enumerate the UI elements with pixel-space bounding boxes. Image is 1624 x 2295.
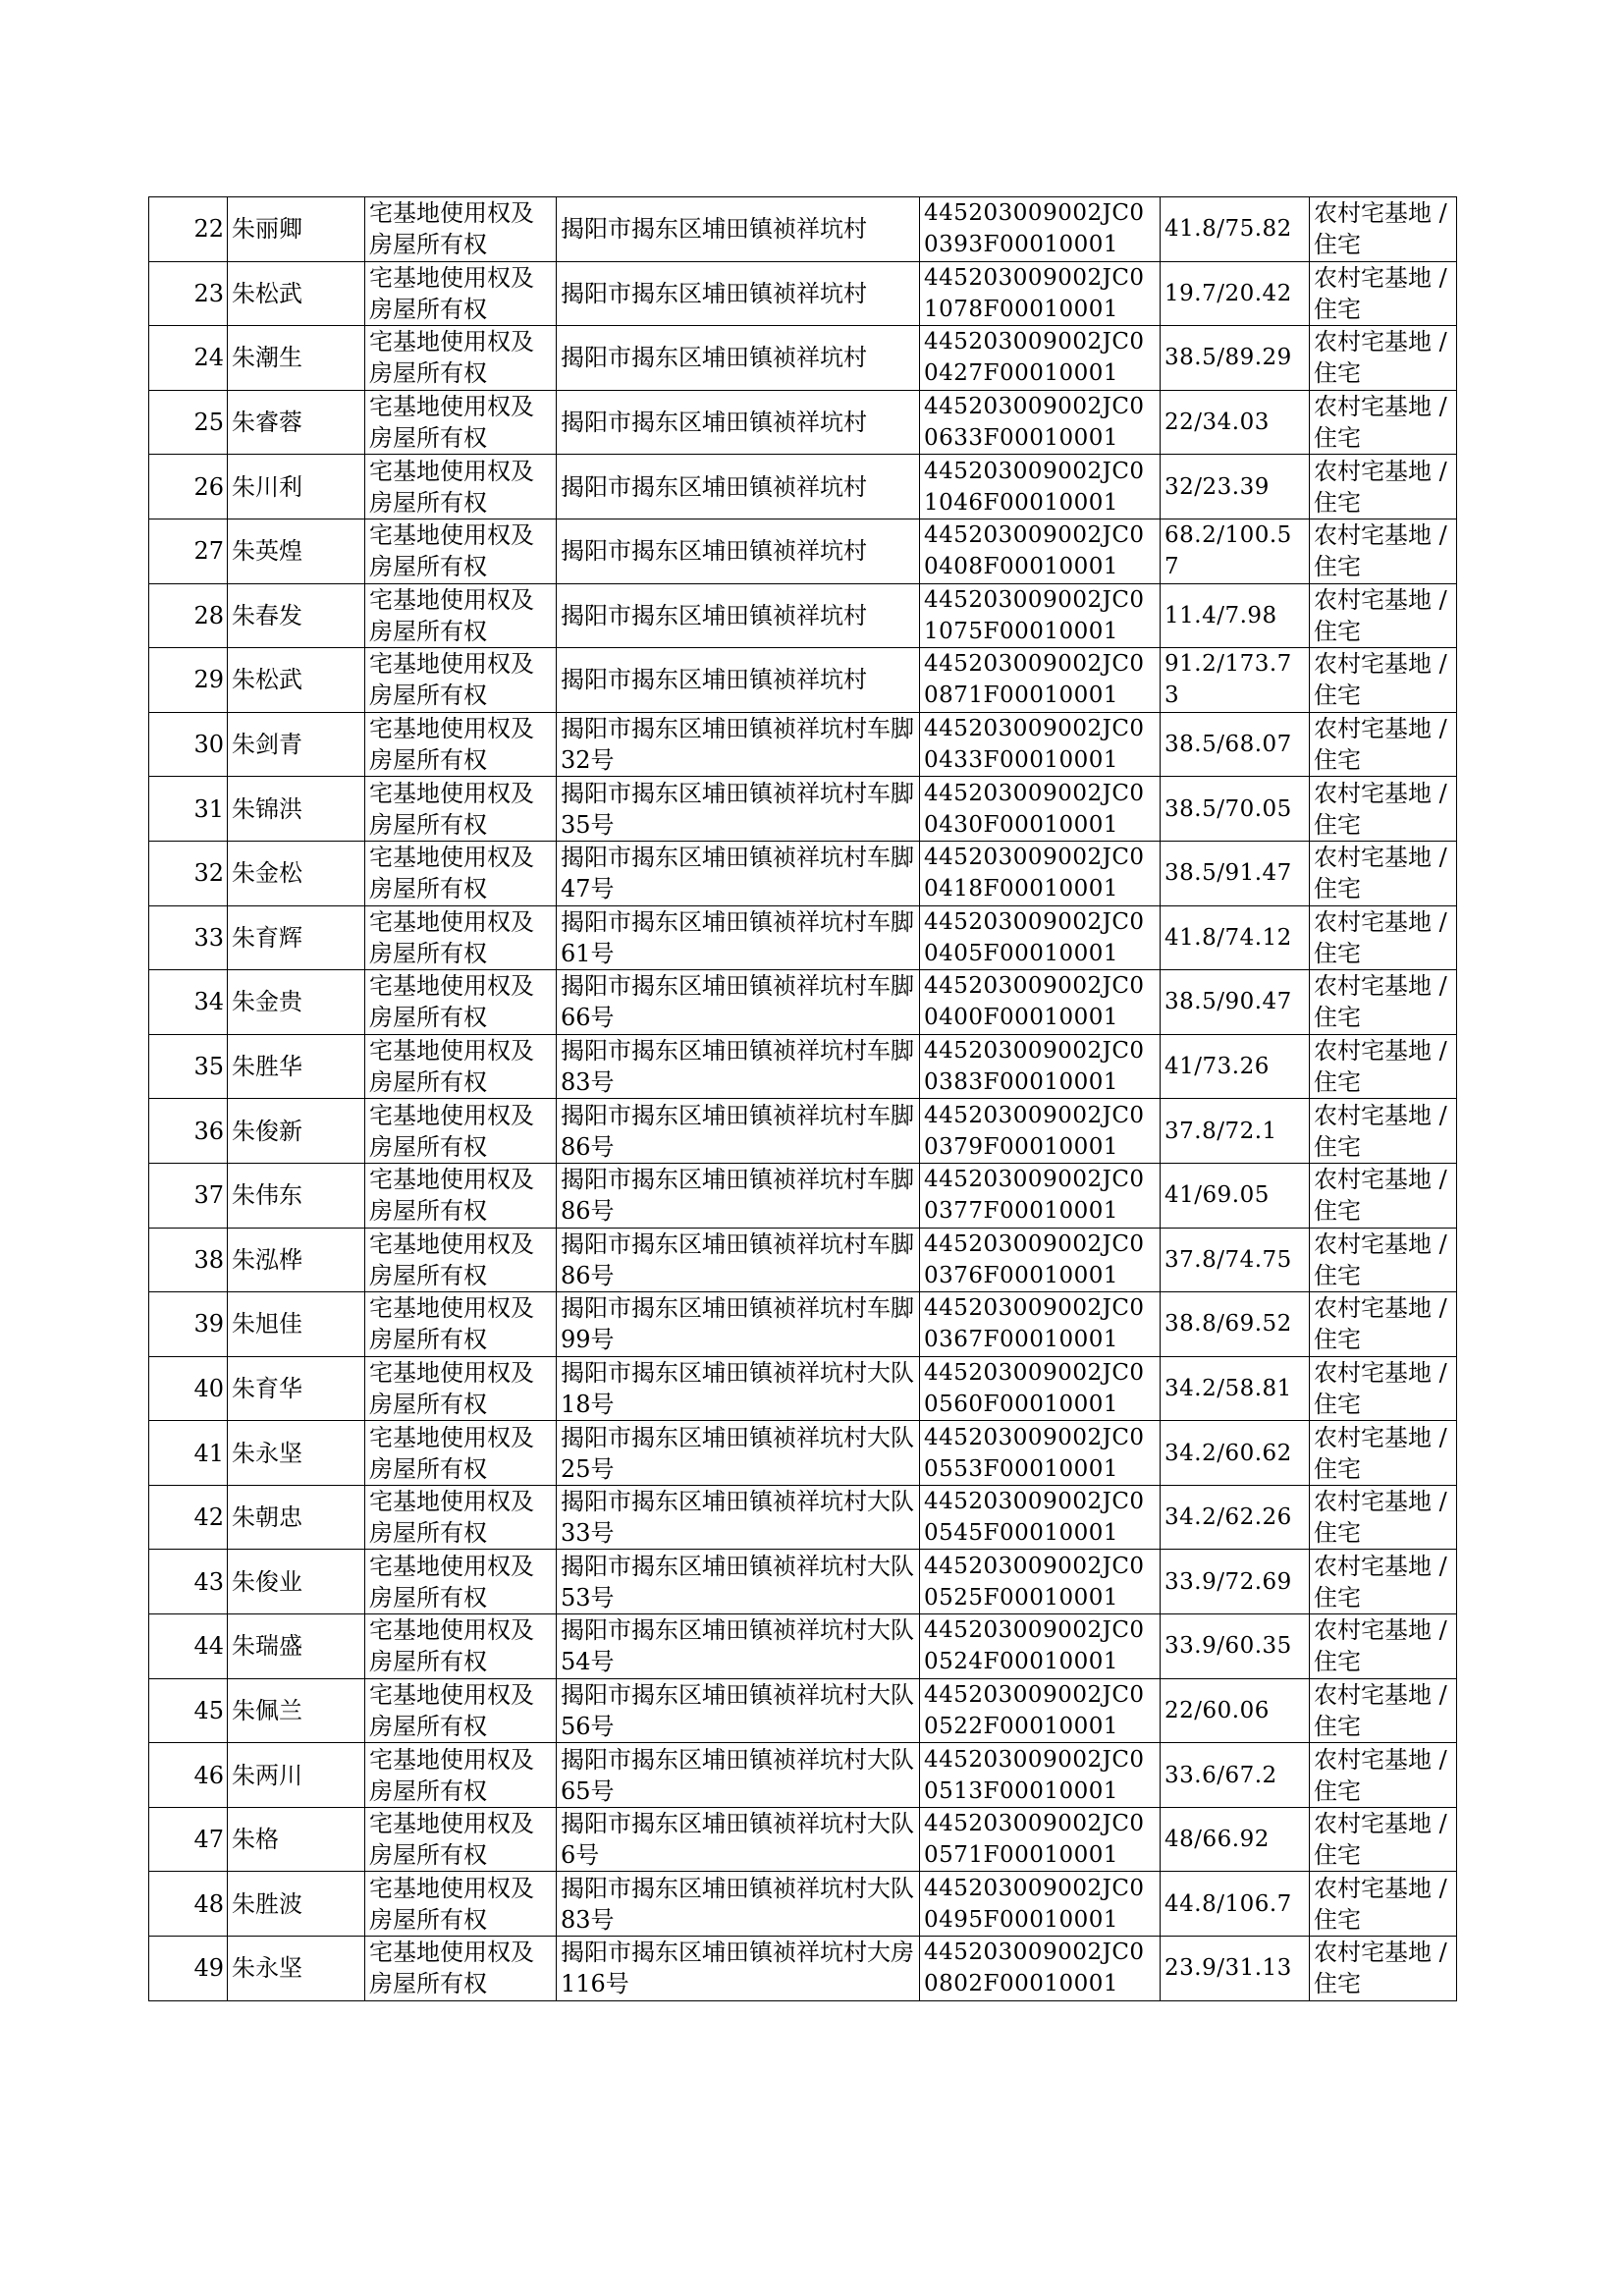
owner-name-cell: 朱松武 [228,648,365,713]
owner-name-cell: 朱永坚 [228,1421,365,1486]
location-cell: 揭阳市揭东区埔田镇祯祥坑村大队54号 [557,1614,920,1679]
area-cell: 34.2/58.81 [1161,1356,1310,1421]
owner-name-cell: 朱泓桦 [228,1228,365,1292]
table-row [149,1356,1457,1421]
location-cell: 揭阳市揭东区埔田镇祯祥坑村车脚66号 [557,970,920,1035]
location-cell: 揭阳市揭东区埔田镇祯祥坑村车脚61号 [557,905,920,970]
right-type-cell: 宅基地使用权及房屋所有权 [365,777,557,842]
certificate-code-cell: 445203009002JC00513F00010001 [920,1743,1161,1808]
right-type-cell: 宅基地使用权及房屋所有权 [365,1356,557,1421]
area-cell: 33.9/72.69 [1161,1550,1310,1614]
location-cell: 揭阳市揭东区埔田镇祯祥坑村大队18号 [557,1356,920,1421]
location-cell: 揭阳市揭东区埔田镇祯祥坑村大队6号 [557,1807,920,1872]
row-number-cell: 35 [149,1034,228,1099]
certificate-code-cell: 445203009002JC00495F00010001 [920,1872,1161,1937]
land-use-cell: 农村宅基地 / 住宅 [1310,712,1457,777]
table-row [149,905,1457,970]
owner-name-cell: 朱胜华 [228,1034,365,1099]
row-number-cell: 30 [149,712,228,777]
land-use-cell: 农村宅基地 / 住宅 [1310,1485,1457,1550]
row-number-cell: 23 [149,261,228,326]
right-type-cell: 宅基地使用权及房屋所有权 [365,1163,557,1228]
table-row [149,519,1457,583]
land-use-cell: 农村宅基地 / 住宅 [1310,1937,1457,2001]
right-type-cell: 宅基地使用权及房屋所有权 [365,455,557,519]
land-use-cell: 农村宅基地 / 住宅 [1310,1872,1457,1937]
location-cell: 揭阳市揭东区埔田镇祯祥坑村大队83号 [557,1872,920,1937]
certificate-code-cell: 445203009002JC00871F00010001 [920,648,1161,713]
table-row [149,970,1457,1035]
table-row [149,1292,1457,1357]
certificate-code-cell: 445203009002JC00418F00010001 [920,841,1161,905]
area-cell: 22/34.03 [1161,390,1310,455]
area-cell: 37.8/72.1 [1161,1099,1310,1164]
certificate-code-cell: 445203009002JC00427F00010001 [920,326,1161,391]
land-use-cell: 农村宅基地 / 住宅 [1310,1099,1457,1164]
table-row [149,841,1457,905]
certificate-code-cell: 445203009002JC00560F00010001 [920,1356,1161,1421]
right-type-cell: 宅基地使用权及房屋所有权 [365,1743,557,1808]
owner-name-cell: 朱旭佳 [228,1292,365,1357]
table-row [149,1099,1457,1164]
land-use-cell: 农村宅基地 / 住宅 [1310,970,1457,1035]
owner-name-cell: 朱锦洪 [228,777,365,842]
table-row [149,712,1457,777]
right-type-cell: 宅基地使用权及房屋所有权 [365,1099,557,1164]
location-cell: 揭阳市揭东区埔田镇祯祥坑村大房116号 [557,1937,920,2001]
land-use-cell: 农村宅基地 / 住宅 [1310,261,1457,326]
owner-name-cell: 朱松武 [228,261,365,326]
right-type-cell: 宅基地使用权及房屋所有权 [365,1678,557,1743]
location-cell: 揭阳市揭东区埔田镇祯祥坑村 [557,455,920,519]
row-number-cell: 48 [149,1872,228,1937]
table-row [149,326,1457,391]
row-number-cell: 42 [149,1485,228,1550]
table-row [149,455,1457,519]
table-row [149,1937,1457,2001]
location-cell: 揭阳市揭东区埔田镇祯祥坑村大队65号 [557,1743,920,1808]
row-number-cell: 36 [149,1099,228,1164]
area-cell: 41/69.05 [1161,1163,1310,1228]
row-number-cell: 27 [149,519,228,583]
table-row [149,1550,1457,1614]
row-number-cell: 31 [149,777,228,842]
row-number-cell: 47 [149,1807,228,1872]
area-cell: 23.9/31.13 [1161,1937,1310,2001]
table-row [149,648,1457,713]
area-cell: 33.9/60.35 [1161,1614,1310,1679]
right-type-cell: 宅基地使用权及房屋所有权 [365,1937,557,2001]
row-number-cell: 33 [149,905,228,970]
table-row [149,1807,1457,1872]
area-cell: 38.5/91.47 [1161,841,1310,905]
location-cell: 揭阳市揭东区埔田镇祯祥坑村车脚35号 [557,777,920,842]
owner-name-cell: 朱佩兰 [228,1678,365,1743]
table-row [149,1872,1457,1937]
land-use-cell: 农村宅基地 / 住宅 [1310,1743,1457,1808]
certificate-code-cell: 445203009002JC00633F00010001 [920,390,1161,455]
land-use-cell: 农村宅基地 / 住宅 [1310,583,1457,648]
location-cell: 揭阳市揭东区埔田镇祯祥坑村车脚86号 [557,1099,920,1164]
land-use-cell: 农村宅基地 / 住宅 [1310,390,1457,455]
location-cell: 揭阳市揭东区埔田镇祯祥坑村大队33号 [557,1485,920,1550]
table-row [149,390,1457,455]
land-use-cell: 农村宅基地 / 住宅 [1310,1550,1457,1614]
owner-name-cell: 朱瑞盛 [228,1614,365,1679]
right-type-cell: 宅基地使用权及房屋所有权 [365,905,557,970]
row-number-cell: 46 [149,1743,228,1808]
owner-name-cell: 朱潮生 [228,326,365,391]
row-number-cell: 28 [149,583,228,648]
right-type-cell: 宅基地使用权及房屋所有权 [365,326,557,391]
location-cell: 揭阳市揭东区埔田镇祯祥坑村 [557,648,920,713]
location-cell: 揭阳市揭东区埔田镇祯祥坑村车脚86号 [557,1228,920,1292]
area-cell: 38.5/90.47 [1161,970,1310,1035]
right-type-cell: 宅基地使用权及房屋所有权 [365,1550,557,1614]
row-number-cell: 39 [149,1292,228,1357]
row-number-cell: 25 [149,390,228,455]
location-cell: 揭阳市揭东区埔田镇祯祥坑村车脚83号 [557,1034,920,1099]
owner-name-cell: 朱格 [228,1807,365,1872]
location-cell: 揭阳市揭东区埔田镇祯祥坑村 [557,326,920,391]
land-use-cell: 农村宅基地 / 住宅 [1310,197,1457,262]
area-cell: 41.8/74.12 [1161,905,1310,970]
table-row [149,1485,1457,1550]
owner-name-cell: 朱俊业 [228,1550,365,1614]
certificate-code-cell: 445203009002JC00367F00010001 [920,1292,1161,1357]
row-number-cell: 40 [149,1356,228,1421]
area-cell: 41/73.26 [1161,1034,1310,1099]
certificate-code-cell: 445203009002JC00522F00010001 [920,1678,1161,1743]
location-cell: 揭阳市揭东区埔田镇祯祥坑村 [557,197,920,262]
table-row [149,1034,1457,1099]
certificate-code-cell: 445203009002JC00802F00010001 [920,1937,1161,2001]
land-use-cell: 农村宅基地 / 住宅 [1310,1678,1457,1743]
right-type-cell: 宅基地使用权及房屋所有权 [365,197,557,262]
right-type-cell: 宅基地使用权及房屋所有权 [365,1228,557,1292]
row-number-cell: 38 [149,1228,228,1292]
row-number-cell: 44 [149,1614,228,1679]
owner-name-cell: 朱朝忠 [228,1485,365,1550]
location-cell: 揭阳市揭东区埔田镇祯祥坑村大队25号 [557,1421,920,1486]
land-use-cell: 农村宅基地 / 住宅 [1310,777,1457,842]
right-type-cell: 宅基地使用权及房屋所有权 [365,712,557,777]
right-type-cell: 宅基地使用权及房屋所有权 [365,1421,557,1486]
certificate-code-cell: 445203009002JC00377F00010001 [920,1163,1161,1228]
owner-name-cell: 朱英煌 [228,519,365,583]
certificate-code-cell: 445203009002JC01046F00010001 [920,455,1161,519]
table-row [149,1421,1457,1486]
owner-name-cell: 朱胜波 [228,1872,365,1937]
table-row [149,197,1457,262]
land-use-cell: 农村宅基地 / 住宅 [1310,1163,1457,1228]
area-cell: 22/60.06 [1161,1678,1310,1743]
certificate-code-cell: 445203009002JC00553F00010001 [920,1421,1161,1486]
certificate-code-cell: 445203009002JC00379F00010001 [920,1099,1161,1164]
location-cell: 揭阳市揭东区埔田镇祯祥坑村大队53号 [557,1550,920,1614]
row-number-cell: 41 [149,1421,228,1486]
owner-name-cell: 朱金松 [228,841,365,905]
table-row [149,1678,1457,1743]
table-row [149,261,1457,326]
table-row [149,777,1457,842]
location-cell: 揭阳市揭东区埔田镇祯祥坑村 [557,519,920,583]
location-cell: 揭阳市揭东区埔田镇祯祥坑村车脚86号 [557,1163,920,1228]
right-type-cell: 宅基地使用权及房屋所有权 [365,1614,557,1679]
location-cell: 揭阳市揭东区埔田镇祯祥坑村车脚99号 [557,1292,920,1357]
land-use-cell: 农村宅基地 / 住宅 [1310,905,1457,970]
certificate-code-cell: 445203009002JC00571F00010001 [920,1807,1161,1872]
property-register-table [148,196,1457,2001]
location-cell: 揭阳市揭东区埔田镇祯祥坑村车脚47号 [557,841,920,905]
right-type-cell: 宅基地使用权及房屋所有权 [365,970,557,1035]
land-use-cell: 农村宅基地 / 住宅 [1310,1228,1457,1292]
land-use-cell: 农村宅基地 / 住宅 [1310,1034,1457,1099]
owner-name-cell: 朱春发 [228,583,365,648]
location-cell: 揭阳市揭东区埔田镇祯祥坑村大队56号 [557,1678,920,1743]
owner-name-cell: 朱育华 [228,1356,365,1421]
certificate-code-cell: 445203009002JC00405F00010001 [920,905,1161,970]
area-cell: 33.6/67.2 [1161,1743,1310,1808]
table-row [149,583,1457,648]
area-cell: 19.7/20.42 [1161,261,1310,326]
row-number-cell: 32 [149,841,228,905]
table-row [149,1614,1457,1679]
owner-name-cell: 朱剑青 [228,712,365,777]
table-row [149,1228,1457,1292]
land-use-cell: 农村宅基地 / 住宅 [1310,1292,1457,1357]
area-cell: 32/23.39 [1161,455,1310,519]
row-number-cell: 34 [149,970,228,1035]
right-type-cell: 宅基地使用权及房屋所有权 [365,519,557,583]
row-number-cell: 26 [149,455,228,519]
owner-name-cell: 朱丽卿 [228,197,365,262]
certificate-code-cell: 445203009002JC00376F00010001 [920,1228,1161,1292]
land-use-cell: 农村宅基地 / 住宅 [1310,455,1457,519]
area-cell: 44.8/106.7 [1161,1872,1310,1937]
owner-name-cell: 朱永坚 [228,1937,365,2001]
row-number-cell: 49 [149,1937,228,2001]
certificate-code-cell: 445203009002JC00545F00010001 [920,1485,1161,1550]
land-use-cell: 农村宅基地 / 住宅 [1310,1614,1457,1679]
certificate-code-cell: 445203009002JC00430F00010001 [920,777,1161,842]
certificate-code-cell: 445203009002JC00433F00010001 [920,712,1161,777]
certificate-code-cell: 445203009002JC00525F00010001 [920,1550,1161,1614]
land-use-cell: 农村宅基地 / 住宅 [1310,519,1457,583]
area-cell: 38.5/70.05 [1161,777,1310,842]
owner-name-cell: 朱俊新 [228,1099,365,1164]
area-cell: 91.2/173.73 [1161,648,1310,713]
right-type-cell: 宅基地使用权及房屋所有权 [365,261,557,326]
certificate-code-cell: 445203009002JC00400F00010001 [920,970,1161,1035]
row-number-cell: 22 [149,197,228,262]
certificate-code-cell: 445203009002JC01078F00010001 [920,261,1161,326]
area-cell: 38.5/89.29 [1161,326,1310,391]
owner-name-cell: 朱睿蓉 [228,390,365,455]
row-number-cell: 24 [149,326,228,391]
right-type-cell: 宅基地使用权及房屋所有权 [365,841,557,905]
owner-name-cell: 朱伟东 [228,1163,365,1228]
row-number-cell: 29 [149,648,228,713]
land-use-cell: 农村宅基地 / 住宅 [1310,326,1457,391]
table-row [149,1743,1457,1808]
row-number-cell: 37 [149,1163,228,1228]
area-cell: 38.8/69.52 [1161,1292,1310,1357]
land-use-cell: 农村宅基地 / 住宅 [1310,1356,1457,1421]
table-row [149,1163,1457,1228]
owner-name-cell: 朱育辉 [228,905,365,970]
owner-name-cell: 朱金贵 [228,970,365,1035]
certificate-code-cell: 445203009002JC00393F00010001 [920,197,1161,262]
location-cell: 揭阳市揭东区埔田镇祯祥坑村 [557,583,920,648]
owner-name-cell: 朱两川 [228,1743,365,1808]
area-cell: 68.2/100.57 [1161,519,1310,583]
land-use-cell: 农村宅基地 / 住宅 [1310,648,1457,713]
right-type-cell: 宅基地使用权及房屋所有权 [365,1034,557,1099]
right-type-cell: 宅基地使用权及房屋所有权 [365,648,557,713]
certificate-code-cell: 445203009002JC00408F00010001 [920,519,1161,583]
area-cell: 37.8/74.75 [1161,1228,1310,1292]
location-cell: 揭阳市揭东区埔田镇祯祥坑村 [557,390,920,455]
location-cell: 揭阳市揭东区埔田镇祯祥坑村车脚32号 [557,712,920,777]
row-number-cell: 43 [149,1550,228,1614]
right-type-cell: 宅基地使用权及房屋所有权 [365,1292,557,1357]
table-body [149,197,1457,2001]
owner-name-cell: 朱川利 [228,455,365,519]
certificate-code-cell: 445203009002JC00383F00010001 [920,1034,1161,1099]
right-type-cell: 宅基地使用权及房屋所有权 [365,1872,557,1937]
land-use-cell: 农村宅基地 / 住宅 [1310,841,1457,905]
land-use-cell: 农村宅基地 / 住宅 [1310,1807,1457,1872]
area-cell: 34.2/62.26 [1161,1485,1310,1550]
land-use-cell: 农村宅基地 / 住宅 [1310,1421,1457,1486]
right-type-cell: 宅基地使用权及房屋所有权 [365,1807,557,1872]
location-cell: 揭阳市揭东区埔田镇祯祥坑村 [557,261,920,326]
right-type-cell: 宅基地使用权及房屋所有权 [365,583,557,648]
certificate-code-cell: 445203009002JC01075F00010001 [920,583,1161,648]
area-cell: 38.5/68.07 [1161,712,1310,777]
area-cell: 48/66.92 [1161,1807,1310,1872]
certificate-code-cell: 445203009002JC00524F00010001 [920,1614,1161,1679]
row-number-cell: 45 [149,1678,228,1743]
area-cell: 41.8/75.82 [1161,197,1310,262]
area-cell: 34.2/60.62 [1161,1421,1310,1486]
area-cell: 11.4/7.98 [1161,583,1310,648]
right-type-cell: 宅基地使用权及房屋所有权 [365,1485,557,1550]
right-type-cell: 宅基地使用权及房屋所有权 [365,390,557,455]
